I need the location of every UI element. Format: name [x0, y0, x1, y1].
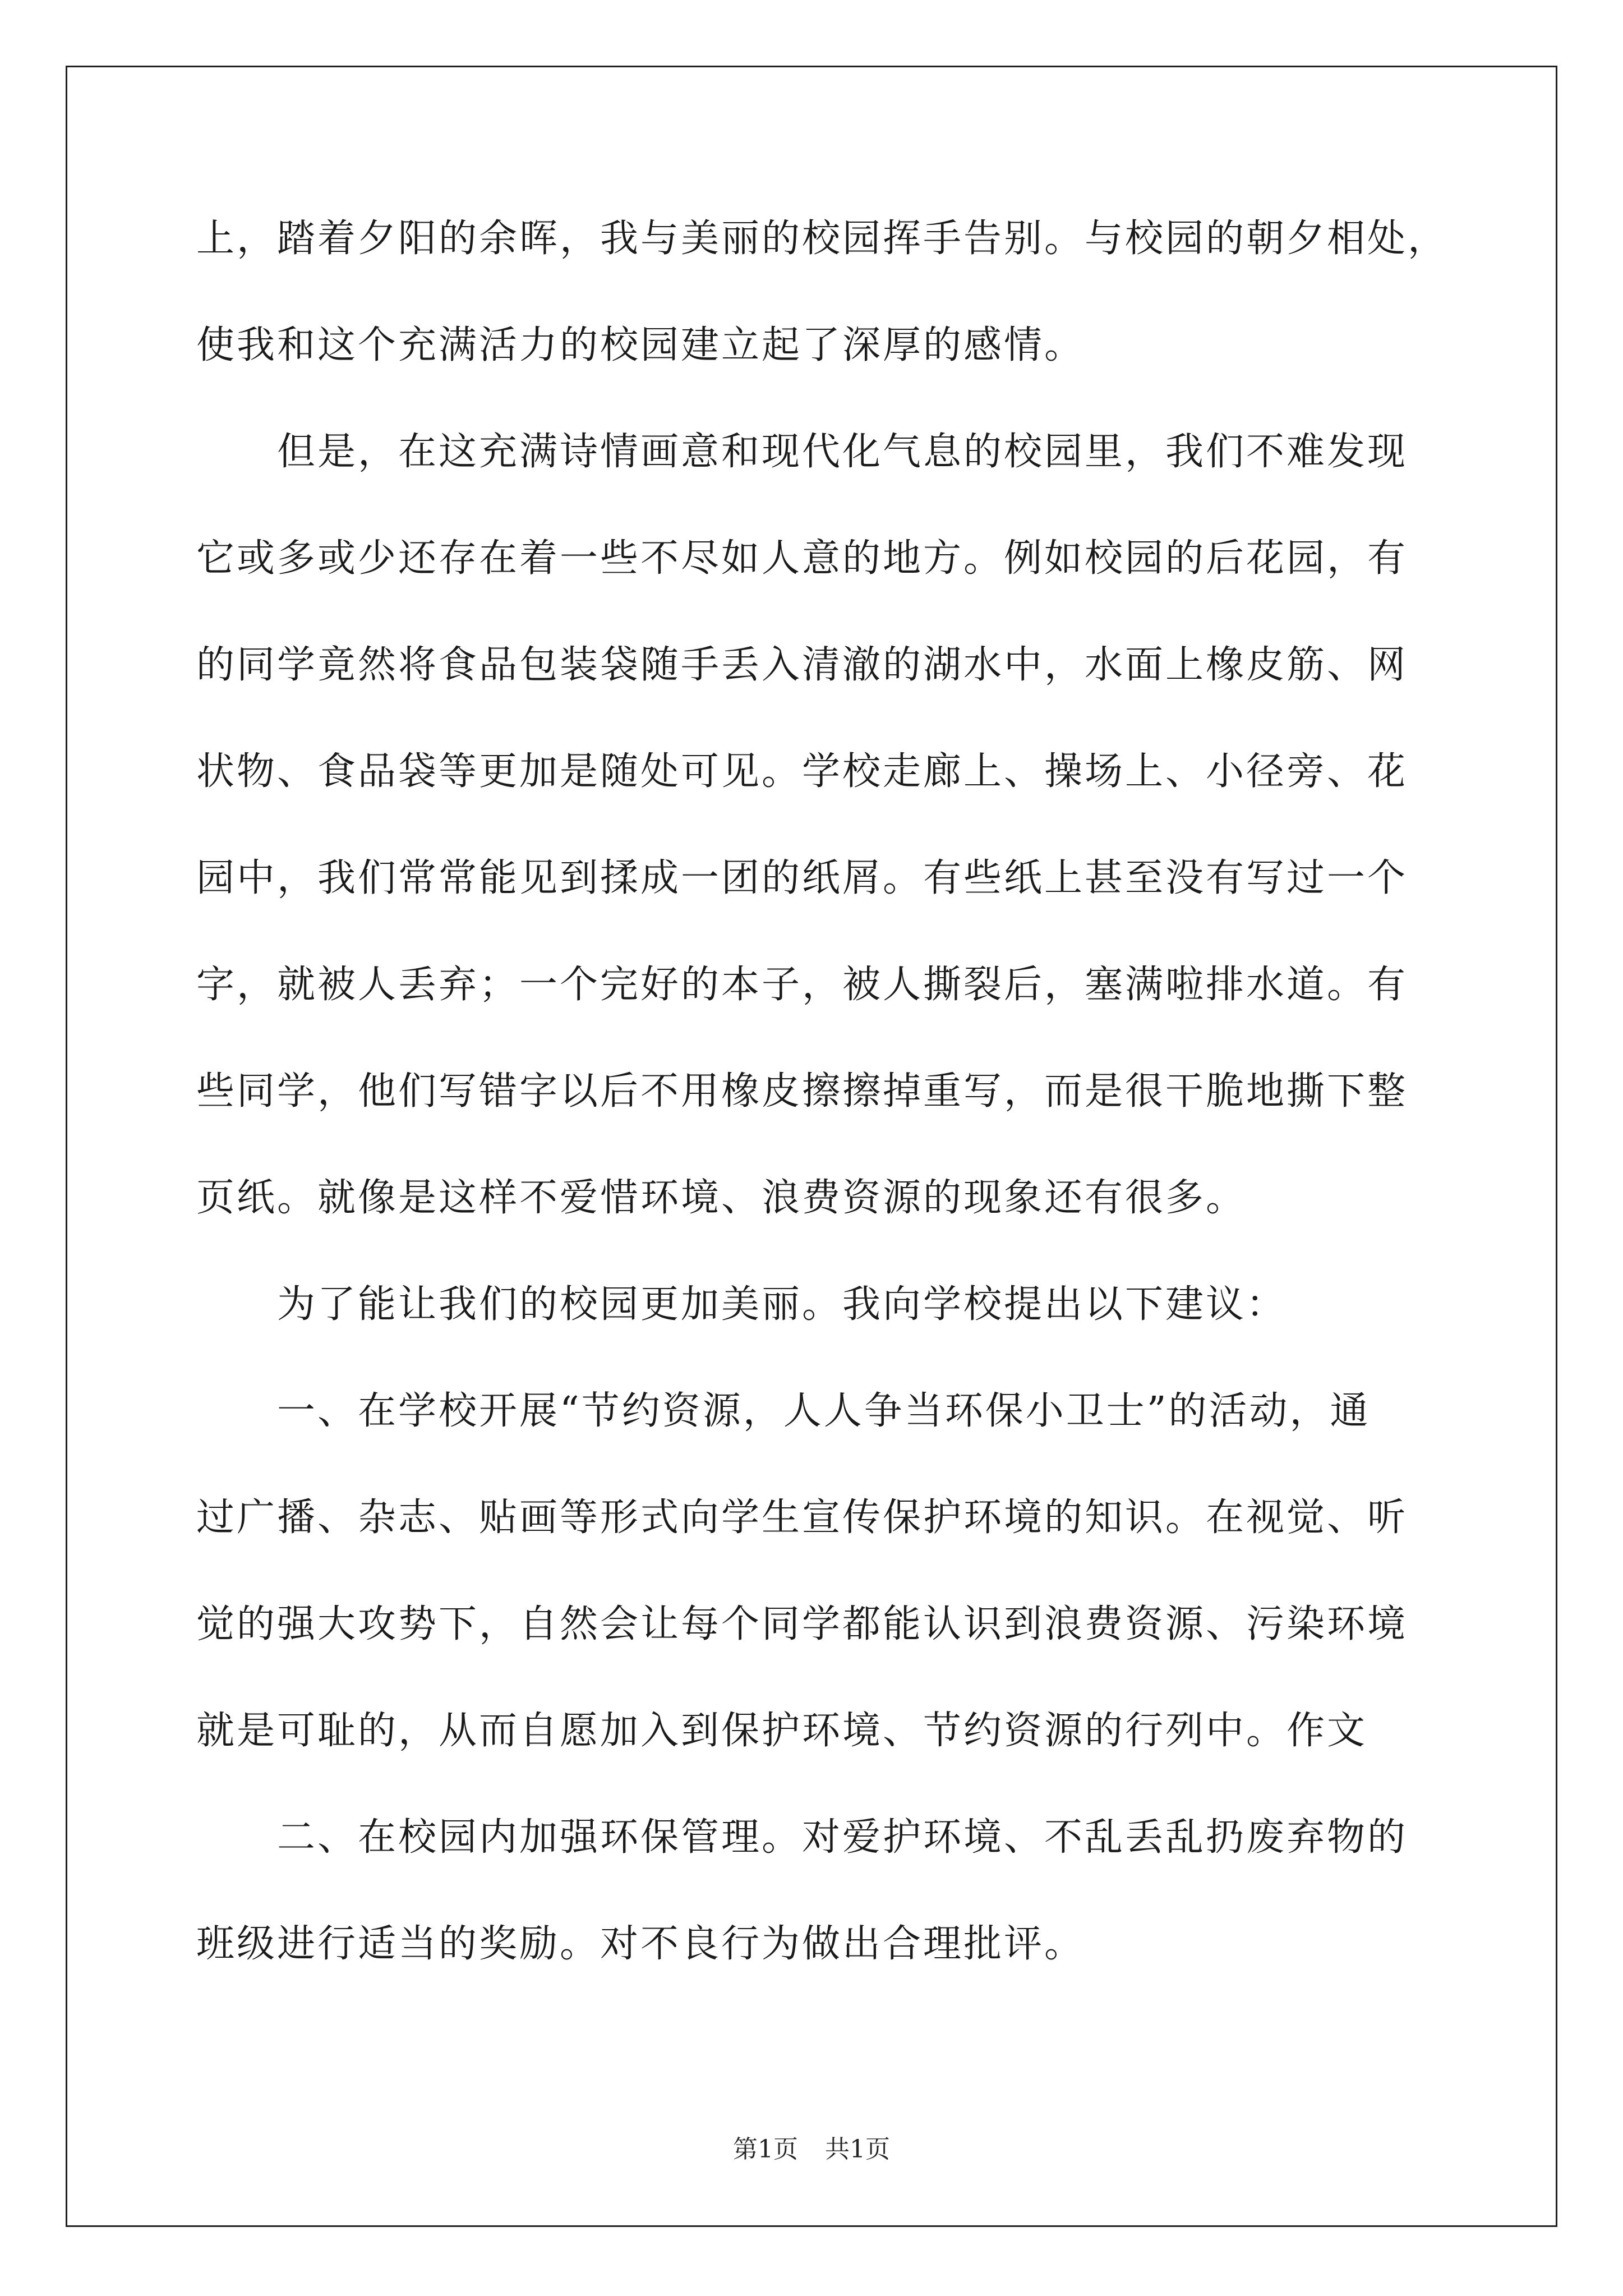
text-line: 上，踏着夕阳的余晖，我与美丽的校园挥手告别。与校园的朝夕相处，	[196, 217, 1449, 261]
text-line: 就是可耻的，从而自愿加入到保护环境、节约资源的行列中。作文	[196, 1709, 1368, 1753]
text-line: 状物、食品袋等更加是随处可见。学校走廊上、操场上、小径旁、花	[196, 749, 1408, 794]
text-line: 觉的强大攻势下，自然会让每个同学都能认识到浪费资源、污染环境	[196, 1602, 1408, 1646]
page-footer	[0, 2133, 1623, 2166]
text-line: 页纸。就像是这样不爱惜环境、浪费资源的现象还有很多。	[196, 1176, 1247, 1220]
text-line: 园中，我们常常能见到揉成一团的纸屑。有些纸上甚至没有写过一个	[196, 856, 1408, 900]
text-line: 使我和这个充满活力的校园建立起了深厚的感情。	[196, 323, 1085, 367]
text-line: 它或多或少还存在着一些不尽如人意的地方。例如校园的后花园，有	[196, 536, 1408, 581]
text-line: 班级进行适当的奖励。对不良行为做出合理批评。	[196, 1922, 1085, 1966]
text-line: 的同学竟然将食品包装袋随手丢入清澈的湖水中，水面上橡皮筋、网	[196, 643, 1408, 687]
text-line: 为了能让我们的校园更加美丽。我向学校提出以下建议：	[196, 1282, 1287, 1327]
text-line: 过广播、杂志、贴画等形式向学生宣传保护环境的知识。在视觉、听	[196, 1496, 1408, 1540]
text-line: 一、在学校开展“节约资源，人人争当环保小卫士”的活动，通	[196, 1389, 1371, 1433]
text-line: 些同学，他们写错字以后不用橡皮擦擦掉重写，而是很干脆地撕下整	[196, 1069, 1408, 1114]
page-number: 第1页	[733, 2135, 798, 2164]
page-total: 共1页	[825, 2135, 890, 2164]
page-border	[66, 66, 1557, 2227]
text-line: 字，就被人丢弃；一个完好的本子，被人撕裂后，塞满啦排水道。有	[196, 963, 1408, 1007]
text-line: 二、在校园内加强环保管理。对爱护环境、不乱丢乱扔废弃物的	[196, 1815, 1408, 1860]
text-line: 但是，在这充满诗情画意和现代化气息的校园里，我们不难发现	[196, 430, 1408, 474]
